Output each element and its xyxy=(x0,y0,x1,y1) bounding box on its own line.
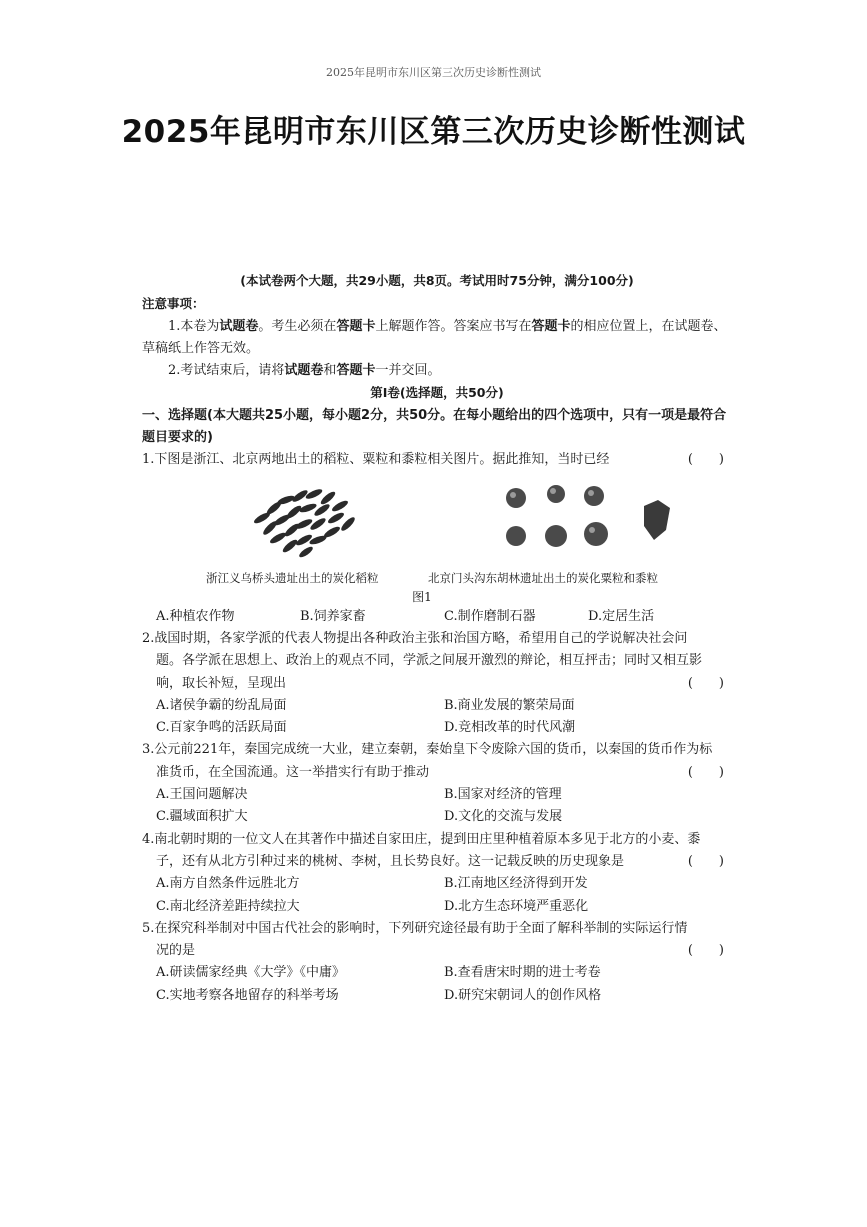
exam-content xyxy=(142,270,732,1007)
option-b[interactable]: B.商业发展的繁荣局面 xyxy=(444,697,575,713)
answer-bracket: ( ) xyxy=(687,764,724,780)
figure-captions xyxy=(142,568,732,588)
part-heading: 一、选择题(本大题共25小题，每小题2分，共50分。在每小题给出的四个选项中，只有一项是最符合题目要求的) xyxy=(142,407,727,446)
option-b[interactable]: B.江南地区经济得到开发 xyxy=(444,876,588,892)
option-d[interactable]: D.定居生活 xyxy=(588,608,655,624)
options xyxy=(142,784,732,806)
option-c[interactable]: C.制作磨制石器 xyxy=(444,608,536,624)
question-stem: 3.公元前221年，秦国完成统一大业，建立秦朝，秦始皇下令废除六国的货币，以秦国的货币作为标 xyxy=(142,742,713,758)
exam-info: (本试卷两个大题，共29小题，共8页。考试用时75分钟，满分100分) xyxy=(240,273,634,288)
question-stem: 题。各学派在思想上、政治上的观点不同，学派之间展开激烈的辩论，相互抨击；同时又相互影 xyxy=(156,653,703,669)
question-4 xyxy=(142,829,732,918)
option-d[interactable]: D.北方生态环境严重恶化 xyxy=(444,898,589,914)
option-a[interactable]: A.研读儒家经典《大学》《中庸》 xyxy=(156,965,346,981)
section-title: 第Ⅰ卷(选择题，共50分) xyxy=(370,385,504,401)
question-2 xyxy=(142,628,732,739)
page-title: 2025年昆明市东川区第三次历史诊断性测试 xyxy=(121,114,746,150)
question-stem: 响，取长补短，呈现出 xyxy=(156,675,287,691)
option-a[interactable]: A.南方自然条件远胜北方 xyxy=(156,876,300,892)
options xyxy=(142,873,732,895)
rice-grains-image xyxy=(242,478,362,558)
option-c[interactable]: C.南北经济差距持续拉大 xyxy=(156,898,300,914)
caption-rice: 浙江义乌桥头遗址出土的炭化稻粒 xyxy=(206,570,379,585)
running-header: 2025年昆明市东川区第三次历史诊断性测试 xyxy=(326,66,541,79)
answer-bracket: ( ) xyxy=(687,675,724,691)
question-stem: 4.南北朝时期的一位文人在其著作中描述自家田庄，提到田庄里种植着原本多见于北方的小麦、黍 xyxy=(142,831,701,847)
options xyxy=(142,606,732,628)
question-stem: 准货币，在全国流通。这一举措实行有助于推动 xyxy=(156,764,430,780)
question-stem: 况的是 xyxy=(156,943,196,959)
option-d[interactable]: D.研究宋朝词人的创作风格 xyxy=(444,987,602,1003)
option-c[interactable]: C.疆域面积扩大 xyxy=(156,809,248,825)
option-a[interactable]: A.王国问题解决 xyxy=(156,787,248,803)
answer-bracket: ( ) xyxy=(687,853,724,869)
question-1 xyxy=(142,449,732,628)
caption-millet: 北京门头沟东胡林遗址出土的炭化粟粒和黍粒 xyxy=(428,570,658,585)
options xyxy=(142,896,732,918)
answer-bracket: ( ) xyxy=(687,452,724,468)
option-b[interactable]: B.查看唐宋时期的进士考卷 xyxy=(444,965,601,981)
question-stem: 2.战国时期，各家学派的代表人物提出各种政治主张和治国方略，希望用自己的学说解决社会问 xyxy=(142,630,688,646)
question-3 xyxy=(142,739,732,828)
option-c[interactable]: C.实地考察各地留存的科举考场 xyxy=(156,987,339,1003)
notice-item-2: 2.考试结束后，请将试题卷和答题卡一并交回。 xyxy=(168,363,441,379)
option-a[interactable]: A.种植农作物 xyxy=(156,608,235,624)
options xyxy=(142,806,732,828)
option-b[interactable]: B.饲养家畜 xyxy=(300,608,366,624)
options xyxy=(142,985,732,1007)
millet-grains-image xyxy=(494,478,694,558)
options xyxy=(142,695,732,717)
option-b[interactable]: B.国家对经济的管理 xyxy=(444,787,562,803)
question-stem: 5.在探究科举制对中国古代社会的影响时，下列研究途径最有助于全面了解科举制的实际运行情 xyxy=(142,920,688,936)
option-d[interactable]: D.文化的交流与发展 xyxy=(444,809,563,825)
options xyxy=(142,717,732,739)
answer-bracket: ( ) xyxy=(687,943,724,959)
question-stem: 1.下图是浙江、北京两地出土的稻粒、粟粒和黍粒相关图片。据此推知，当时已经 xyxy=(142,452,610,468)
notice-item-1: 1.本卷为试题卷。考生必须在答题卡上解题作答。答案应书写在答题卡的相应位置上，在试题卷、草稿纸上作答无效。 xyxy=(142,318,727,356)
question-5 xyxy=(142,918,732,1007)
question-stem: 子，还有从北方引种过来的桃树、李树，且长势良好。这一记载反映的历史现象是 xyxy=(156,853,625,869)
option-a[interactable]: A.诸侯争霸的纷乱局面 xyxy=(156,697,287,713)
option-c[interactable]: C.百家争鸣的活跃局面 xyxy=(156,720,287,736)
figure-1 xyxy=(142,478,732,568)
notice-heading: 注意事项： xyxy=(142,296,205,312)
options xyxy=(142,962,732,984)
figure-label: 图1 xyxy=(412,589,432,604)
option-d[interactable]: D.竞相改革的时代风潮 xyxy=(444,720,576,736)
